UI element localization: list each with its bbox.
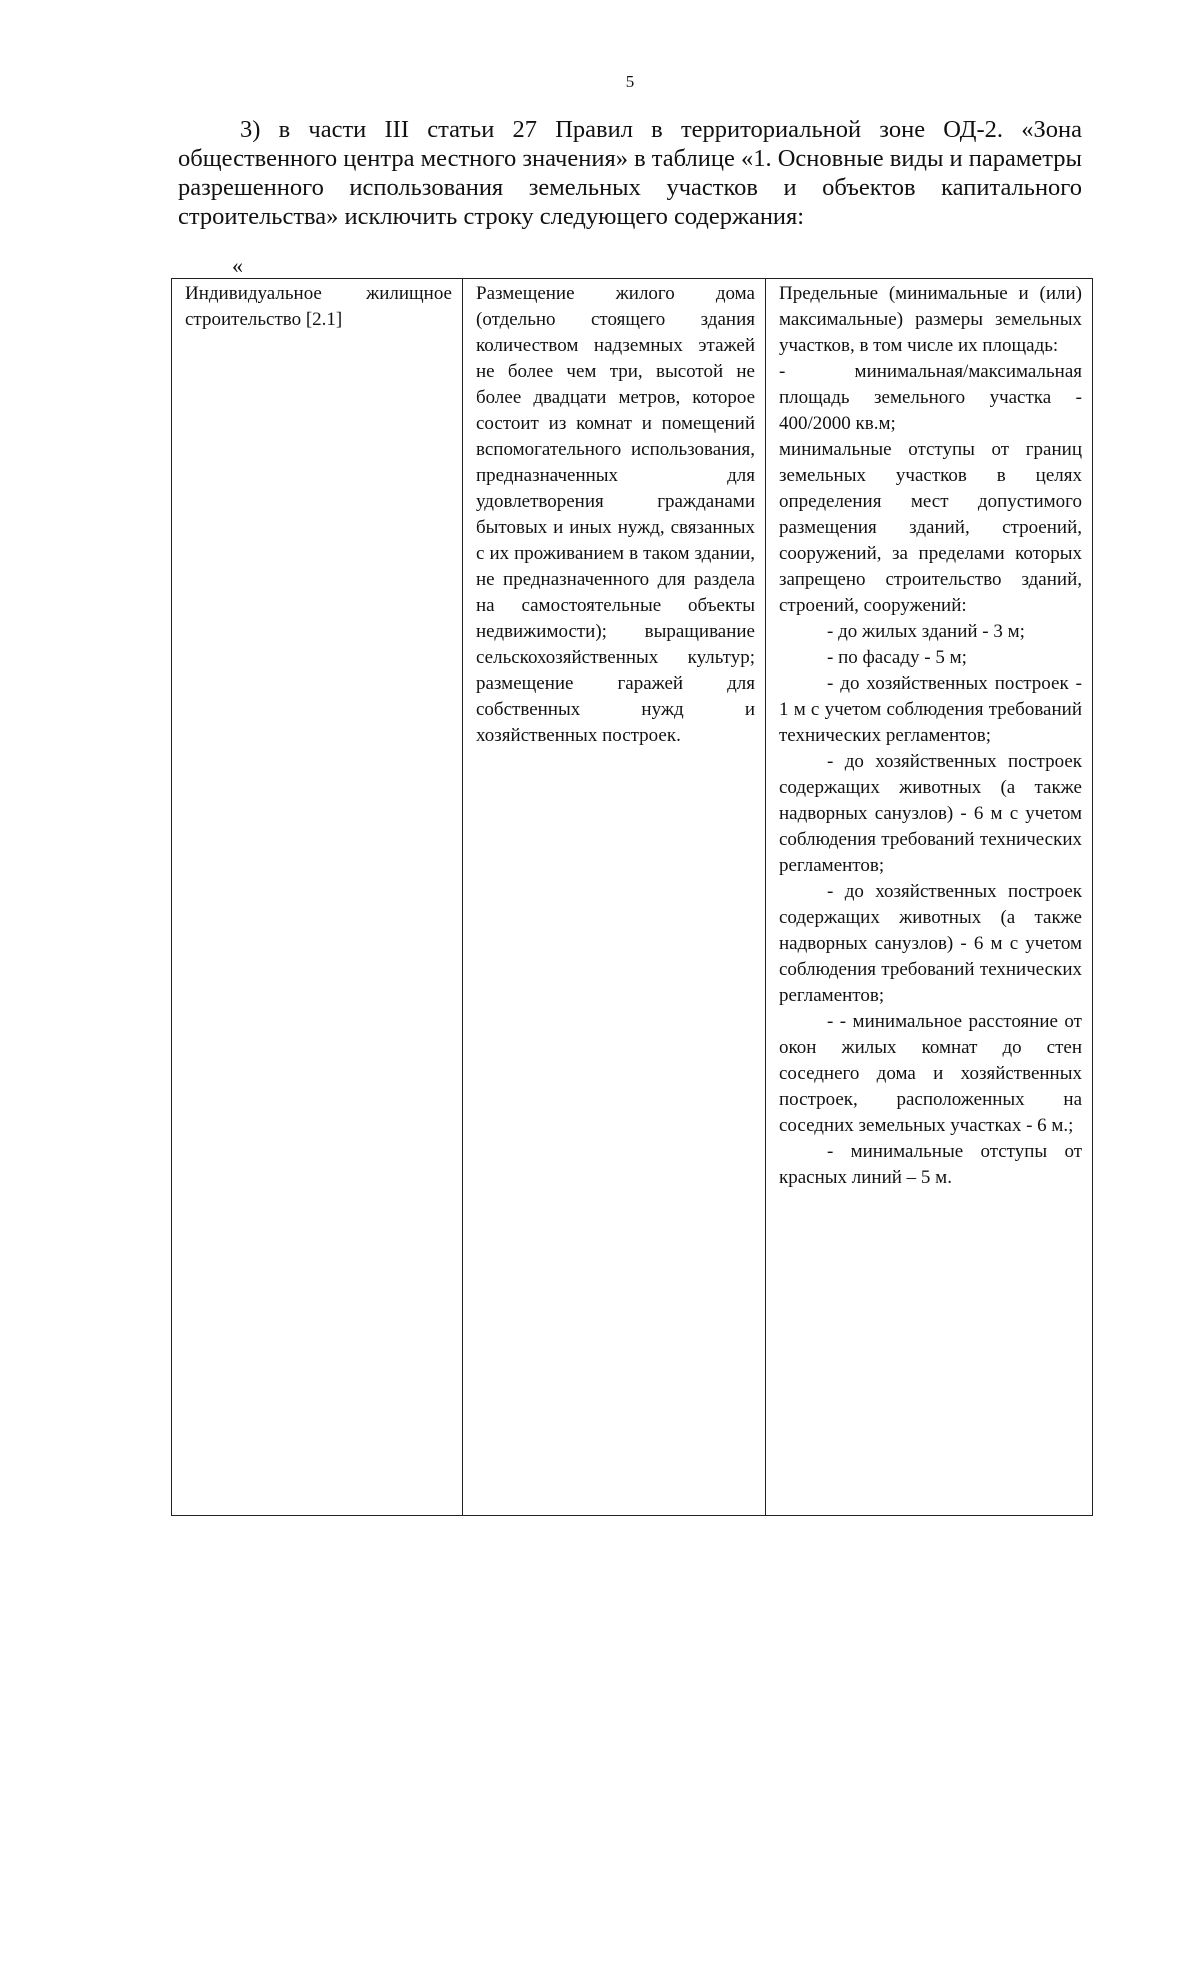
parameter-line: - до хозяйственных построек содержащих животных (а также надворных санузлов) - 6 м с учетом соблюдения требований технических регламентов; — [779, 881, 1082, 1006]
description-text: Размещение жилого дома (отдельно стоящего здания количеством надземных этажей не более чем три, высотой не более двадцати метров, которое состоит из комнат и помещений вспомогательного использования, предназначенных для удовлетворения гражданами бытовых и иных нужд, связанных с их проживанием в таком здании, не предназначенного для раздела на самостоятельные объекты недвижимости); выращивание сельскохозяйственных культур; размещение гаражей для собственных нужд и хозяйственных построек. — [476, 283, 755, 746]
parameter-line: - минимальные отступы от красных линий – 5 м. — [779, 1141, 1082, 1188]
use-type-text: Индивидуальное жилищное строительство [2.1] — [185, 283, 452, 330]
table-row — [172, 279, 1093, 1516]
parameter-line: - до хозяйственных построек содержащих животных (а также надворных санузлов) - 6 м с учетом соблюдения требований технических регламентов; — [779, 751, 1082, 876]
parameter-line: Предельные (минимальные и (или) максимальные) размеры земельных участков, в том числе их площадь: — [779, 283, 1082, 356]
land-use-table — [171, 278, 1093, 1516]
parameter-line: - - минимальное расстояние от окон жилых комнат до стен соседнего дома и хозяйственных построек, расположенных на соседних земельных участках - 6 м.; — [779, 1011, 1082, 1136]
page-number: 5 — [625, 72, 635, 91]
parameter-line: - минимальная/максимальная площадь земельного участка - 400/2000 кв.м; — [779, 361, 1082, 434]
parameter-line: - до хозяйственных построек - 1 м с учетом соблюдения требований технических регламентов; — [779, 673, 1082, 746]
parameter-line: минимальные отступы от границ земельных участков в целях определения мест допустимого размещения зданий, строений, сооружений, за пределами которых запрещено строительство зданий, строений, сооружений: — [779, 439, 1082, 616]
opening-quote-mark: « — [232, 253, 243, 278]
parameter-line: - по фасаду - 5 м; — [827, 647, 967, 668]
intro-paragraph: 3) в части III статьи 27 Правил в территориальной зоне ОД-2. «Зона общественного центра местного значения» в таблице «1. Основные виды и параметры разрешенного использования земельных участков и объектов капитального строительства» исключить строку следующего содержания: — [178, 116, 1082, 230]
use-type-cell — [172, 279, 463, 1516]
parameters-cell — [766, 279, 1093, 1516]
description-cell — [463, 279, 766, 1516]
parameter-line: - до жилых зданий - 3 м; — [827, 621, 1025, 642]
